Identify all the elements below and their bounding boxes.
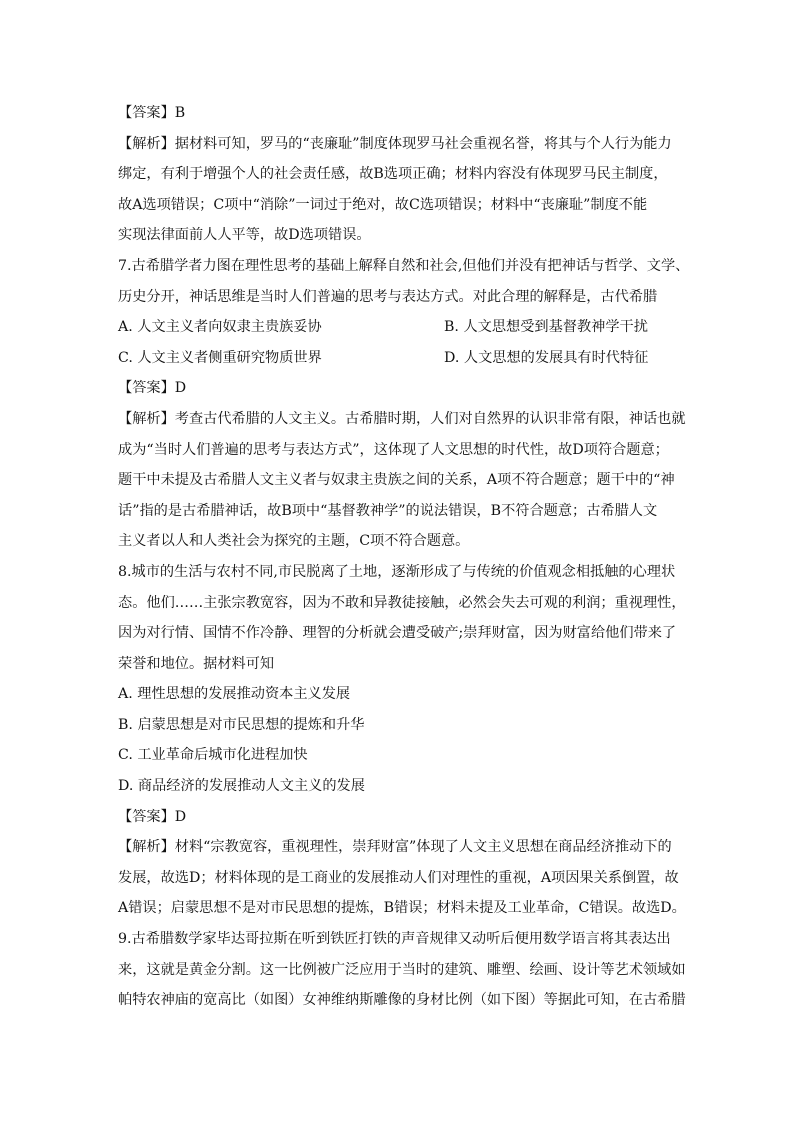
- text-line: 8.城市的生活与农村不同,市民脱离了土地，逐渐形成了与传统的价值观念相抵触的心理状: [118, 563, 676, 580]
- text-line: 【解析】材料“宗教宽容，重视理性，崇拜财富”体现了人文主义思想在商品经济推动下的: [118, 839, 672, 856]
- text-line: 成为“当时人们普遍的思考与表达方式”，这体现了人文思想的时代性，故D项符合题意；: [118, 441, 669, 458]
- text-line: 【答案】D: [118, 380, 187, 397]
- text-line: 【解析】据材料可知，罗马的“丧廉耻”制度体现罗马社会重视名誉，将其与个人行为能力: [118, 135, 672, 152]
- text-line: 故A选项错误；C项中“消除”一词过于绝对，故C选项错误；材料中“丧廉耻”制度不能: [118, 196, 648, 213]
- text-line: B. 启蒙思想是对市民思想的提炼和升华: [118, 716, 365, 733]
- text-line: 9.古希腊数学家毕达哥拉斯在听到铁匠打铁的声音规律又动听后便用数学语言将其表达出: [118, 931, 671, 948]
- text-line: 绑定，有利于增强个人的社会责任感，故B选项正确；材料内容没有体现罗马民主制度，: [118, 166, 668, 183]
- text-line: 态。他们……主张宗教宽容，因为不敢和异教徒接触，必然会失去可观的利润；重视理性，: [118, 594, 686, 611]
- option-left: C. 人文主义者侧重研究物质世界: [118, 349, 322, 366]
- text-line: 发展，故选D；材料体现的是工商业的发展推动人们对理性的重视，A项因果关系倒置，故: [118, 869, 679, 886]
- text-line: D. 商品经济的发展推动人文主义的发展: [118, 778, 365, 795]
- text-line: 题干中未提及古希腊人文主义者与奴隶主贵族之间的关系，A项不符合题意；题干中的“神: [118, 472, 675, 489]
- text-line: C. 工业革命后城市化进程加快: [118, 747, 308, 764]
- option-right: D. 人文思想的发展具有时代特征: [444, 349, 649, 366]
- option-row: [118, 314, 678, 340]
- text-line: 荣誉和地位。据材料可知: [118, 655, 275, 672]
- text-line: 实现法律面前人人平等，故D选项错误。: [118, 227, 371, 244]
- text-line: A. 理性思想的发展推动资本主义发展: [118, 686, 351, 703]
- text-line: 【答案】B: [118, 105, 186, 121]
- option-row: [118, 345, 678, 371]
- option-left: A. 人文主义者向奴隶主贵族妥协: [118, 319, 322, 336]
- text-line: 帕特农神庙的宽高比（如图）女神维纳斯雕像的身材比例（如下图）等据此可知，在古希腊: [118, 992, 686, 1009]
- text-line: 来，这就是黄金分割。这一比例被广泛应用于当时的建筑、雕塑、绘画、设计等艺术领域如: [118, 961, 686, 978]
- text-line: 话”指的是古希腊神话，故B项中“基督教神学”的说法错误，B不符合题意；古希腊人文: [118, 502, 658, 519]
- text-line: 【解析】考查古代希腊的人文主义。古希腊时期，人们对自然界的认识非常有限，神话也就: [118, 410, 686, 427]
- text-line: 主义者以人和人类社会为探究的主题，C项不符合题意。: [118, 533, 470, 550]
- text-line: 因为对行情、国情不作冷静、理智的分析就会遭受破产;崇拜财富，因为财富给他们带来了: [118, 625, 677, 642]
- document-body: [118, 100, 690, 1018]
- text-line: 历史分开，神话思维是当时人们普遍的思考与表达方式。对此合理的解释是，古代希腊: [118, 288, 658, 305]
- option-right: B. 人文思想受到基督教神学干扰: [444, 319, 648, 336]
- text-line: A错误；启蒙思想不是对市民思想的提炼，B错误；材料未提及工业革命，C错误。故选D。: [118, 900, 686, 917]
- text-line: 7.古希腊学者力图在理性思考的基础上解释自然和社会,但他们并没有把神话与哲学、文学、: [118, 257, 690, 274]
- text-line: 【答案】D: [118, 808, 187, 825]
